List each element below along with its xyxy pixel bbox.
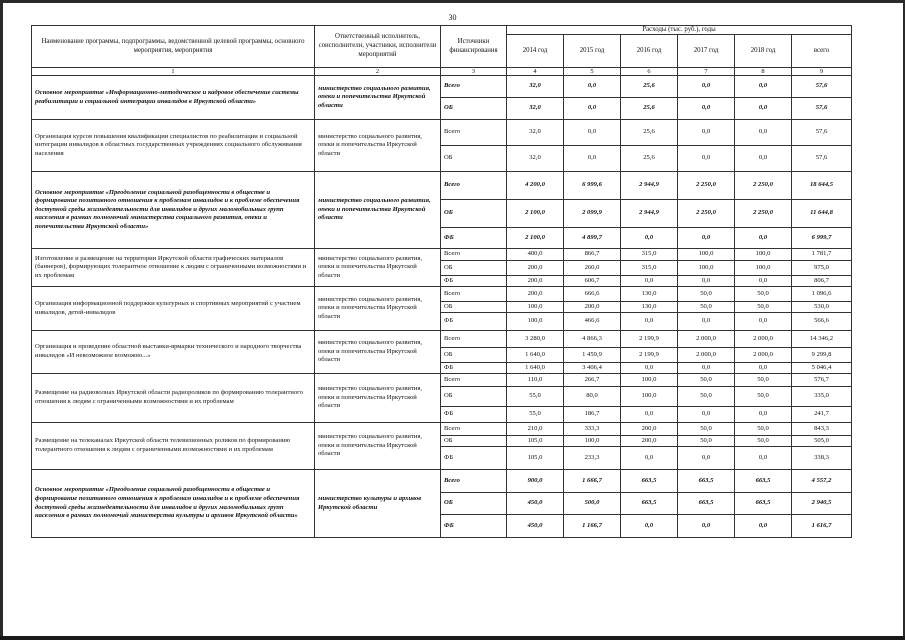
total-value: 1 781,7 (792, 249, 852, 261)
total-value: 975,0 (792, 261, 852, 276)
total-value: 566,6 (792, 313, 852, 331)
year-value: 6 999,6 (564, 172, 621, 200)
year-value: 2 000,0 (735, 331, 792, 348)
header-source: Источники финансирования (441, 26, 507, 68)
total-value: 9 299,8 (792, 348, 852, 363)
year-value: 50,0 (735, 423, 792, 436)
responsible-executor: министерство социального развития, опеки и попечительства Иркутской области (315, 374, 441, 423)
total-value: 6 999,7 (792, 228, 852, 249)
column-number: 6 (621, 68, 678, 76)
funding-source: ОБ (441, 348, 507, 363)
year-value: 0,0 (678, 447, 735, 470)
year-value: 50,0 (678, 374, 735, 387)
year-value: 110,0 (507, 374, 564, 387)
year-value: 900,0 (507, 470, 564, 493)
responsible-executor: министерство социального развития, опеки и попечительства Иркутской области (315, 249, 441, 287)
year-value: 50,0 (678, 302, 735, 313)
year-value: 0,0 (735, 120, 792, 146)
year-value: 100,0 (621, 374, 678, 387)
year-value: 1 459,9 (564, 348, 621, 363)
funding-source: ФБ (441, 276, 507, 287)
year-value: 130,0 (621, 302, 678, 313)
year-value: 0,0 (735, 146, 792, 172)
column-number: 1 (32, 68, 315, 76)
total-value: 4 557,2 (792, 470, 852, 493)
table-row (32, 374, 852, 387)
year-value: 0,0 (735, 447, 792, 470)
column-number: 8 (735, 68, 792, 76)
expenses-table (31, 25, 852, 538)
year-value: 100,0 (564, 436, 621, 447)
year-value: 0,0 (621, 407, 678, 423)
funding-source: Всего (441, 76, 507, 98)
total-value: 530,0 (792, 302, 852, 313)
column-number: 9 (792, 68, 852, 76)
year-value: 0,0 (621, 276, 678, 287)
year-value: 50,0 (678, 436, 735, 447)
year-value: 3 280,0 (507, 331, 564, 348)
year-value: 25,6 (621, 146, 678, 172)
total-value: 338,3 (792, 447, 852, 470)
funding-source: ФБ (441, 313, 507, 331)
header-year-2018: 2018 год (735, 35, 792, 68)
page-number: 30 (448, 13, 457, 22)
funding-source: ФБ (441, 515, 507, 538)
year-value: 4 899,7 (564, 228, 621, 249)
year-value: 2 250,0 (735, 200, 792, 228)
year-value: 100,0 (621, 387, 678, 407)
funding-source: ОБ (441, 387, 507, 407)
measure-name: Организация и проведение областной выставки-ярмарки технического и народного творчества инвалидов «И невозможное возможно...» (32, 331, 315, 374)
total-value: 5 046,4 (792, 363, 852, 374)
year-value: 2 100,0 (507, 228, 564, 249)
year-value: 0,0 (564, 146, 621, 172)
year-value: 25,6 (621, 76, 678, 98)
year-value: 2 000,0 (678, 348, 735, 363)
funding-source: Всего (441, 287, 507, 302)
funding-source: ОБ (441, 436, 507, 447)
year-value: 100,0 (735, 249, 792, 261)
measure-name: Размещение на телеканалах Иркутской области телевизионных роликов по формированию толерантного отношения к людям с ограниченными возможностями и их проблемам (32, 423, 315, 470)
year-value: 2 100,0 (507, 200, 564, 228)
scan-border-top (0, 0, 905, 3)
year-value: 2 000,0 (678, 331, 735, 348)
year-value: 100,0 (678, 261, 735, 276)
year-value: 50,0 (678, 287, 735, 302)
header-responsible: Ответственный исполнитель, соисполнители, участники, исполнители мероприятий (315, 26, 441, 68)
year-value: 0,0 (678, 98, 735, 120)
measure-name: Изготовление и размещение на территории Иркутской области графических материалов (баннеров), формирующих толерантное отношение к людям с ограниченными возможностями и их проблемам (32, 249, 315, 287)
funding-source: ФБ (441, 447, 507, 470)
year-value: 1 640,0 (507, 363, 564, 374)
year-value: 0,0 (621, 447, 678, 470)
year-value: 80,0 (564, 387, 621, 407)
year-value: 105,0 (507, 447, 564, 470)
year-value: 0,0 (564, 98, 621, 120)
year-value: 4 866,3 (564, 331, 621, 348)
funding-source: ОБ (441, 493, 507, 515)
year-value: 266,7 (564, 374, 621, 387)
year-value: 50,0 (735, 387, 792, 407)
table-row (32, 287, 852, 302)
year-value: 0,0 (678, 276, 735, 287)
year-value: 32,0 (507, 76, 564, 98)
funding-source: Всего (441, 120, 507, 146)
year-value: 50,0 (735, 302, 792, 313)
year-value: 866,7 (564, 249, 621, 261)
measure-name: Основное мероприятие «Информационно-методическое и кадровое обеспечение системы реабилитации и социальной интеграции инвалидов в Иркутской области» (32, 76, 315, 120)
year-value: 25,6 (621, 98, 678, 120)
year-value: 663,5 (735, 470, 792, 493)
header-year-2016: 2016 год (621, 35, 678, 68)
header-expenses: Расходы (тыс. руб.), годы (507, 26, 852, 35)
year-value: 0,0 (735, 228, 792, 249)
column-number: 2 (315, 68, 441, 76)
funding-source: Всего (441, 331, 507, 348)
total-value: 576,7 (792, 374, 852, 387)
year-value: 200,0 (621, 423, 678, 436)
total-value: 57,6 (792, 120, 852, 146)
year-value: 2 199,9 (621, 331, 678, 348)
funding-source: Всего (441, 423, 507, 436)
total-value: 57,6 (792, 98, 852, 120)
funding-source: ОБ (441, 200, 507, 228)
year-value: 450,0 (507, 515, 564, 538)
year-value: 466,6 (564, 313, 621, 331)
year-value: 0,0 (678, 228, 735, 249)
year-value: 315,0 (621, 249, 678, 261)
table-row (32, 331, 852, 348)
year-value: 663,5 (621, 493, 678, 515)
total-value: 2 940,5 (792, 493, 852, 515)
year-value: 500,0 (564, 493, 621, 515)
column-number: 5 (564, 68, 621, 76)
total-value: 1 096,6 (792, 287, 852, 302)
year-value: 2 944,9 (621, 172, 678, 200)
year-value: 2 199,9 (621, 348, 678, 363)
year-value: 50,0 (735, 436, 792, 447)
year-value: 663,5 (735, 493, 792, 515)
measure-name: Организация информационной поддержки культурных и спортивных мероприятий с участием инвалидов, детей-инвалидов (32, 287, 315, 331)
year-value: 663,5 (678, 493, 735, 515)
header-year-2017: 2017 год (678, 35, 735, 68)
year-value: 0,0 (735, 276, 792, 287)
year-value: 1 640,0 (507, 348, 564, 363)
year-value: 450,0 (507, 493, 564, 515)
year-value: 3 406,4 (564, 363, 621, 374)
header-total: всего (792, 35, 852, 68)
year-value: 606,7 (564, 276, 621, 287)
responsible-executor: министерство социального развития, опеки и попечительства Иркутской области (315, 172, 441, 249)
total-value: 18 644,5 (792, 172, 852, 200)
table-row (32, 249, 852, 261)
total-value: 1 616,7 (792, 515, 852, 538)
funding-source: Всего (441, 470, 507, 493)
year-value: 666,6 (564, 287, 621, 302)
year-value: 100,0 (507, 302, 564, 313)
year-value: 100,0 (507, 313, 564, 331)
year-value: 0,0 (735, 363, 792, 374)
funding-source: ОБ (441, 98, 507, 120)
total-value: 505,0 (792, 436, 852, 447)
year-value: 1 666,7 (564, 470, 621, 493)
year-value: 0,0 (678, 515, 735, 538)
total-value: 806,7 (792, 276, 852, 287)
funding-source: Всего (441, 249, 507, 261)
year-value: 2 944,9 (621, 200, 678, 228)
total-value: 241,7 (792, 407, 852, 423)
year-value: 663,5 (678, 470, 735, 493)
measure-name: Организация курсов повышения квалификации специалистов по реабилитации и социальной интеграции инвалидов в областных государственных учреждениях социального обслуживания населения (32, 120, 315, 172)
year-value: 0,0 (678, 120, 735, 146)
funding-source: ФБ (441, 363, 507, 374)
table-row (32, 172, 852, 200)
responsible-executor: министерство социального развития, опеки и попечительства Иркутской области (315, 76, 441, 120)
funding-source: ОБ (441, 261, 507, 276)
year-value: 2 250,0 (678, 200, 735, 228)
column-number: 3 (441, 68, 507, 76)
year-value: 260,0 (564, 261, 621, 276)
header-row-1 (32, 26, 852, 35)
responsible-executor: министерство социального развития, опеки и попечительства Иркутской области (315, 331, 441, 374)
year-value: 200,0 (507, 287, 564, 302)
year-value: 333,3 (564, 423, 621, 436)
table-row (32, 76, 852, 98)
year-value: 663,5 (621, 470, 678, 493)
year-value: 0,0 (735, 407, 792, 423)
year-value: 100,0 (735, 261, 792, 276)
scan-border-left (0, 0, 3, 640)
year-value: 0,0 (564, 120, 621, 146)
year-value: 1 166,7 (564, 515, 621, 538)
header-name: Наименование программы, подпрограммы, ведомственной целевой программы, основного мероприятия, мероприятия (32, 26, 315, 68)
funding-source: ОБ (441, 302, 507, 313)
year-value: 2 099,9 (564, 200, 621, 228)
year-value: 210,0 (507, 423, 564, 436)
table-row (32, 423, 852, 436)
year-value: 0,0 (735, 313, 792, 331)
funding-source: Всего (441, 374, 507, 387)
year-value: 2 000,0 (735, 348, 792, 363)
year-value: 50,0 (735, 374, 792, 387)
total-value: 11 644,8 (792, 200, 852, 228)
measure-name: Основное мероприятие «Преодоление социальной разобщенности в обществе и формирование позитивного отношения к проблемам инвалидов и к проблеме обеспечения доступной среды жизнедеятельности для инвалидов и других маломобильных групп населения в рамках полномочий министерства культуры и архивов Иркутской области» (32, 470, 315, 538)
funding-source: ФБ (441, 407, 507, 423)
year-value: 25,6 (621, 120, 678, 146)
year-value: 32,0 (507, 98, 564, 120)
year-value: 100,0 (678, 249, 735, 261)
year-value: 0,0 (621, 515, 678, 538)
measure-name: Размещение на радиоволнах Иркутской области радиороликов по формированию толерантного отношения к людям с ограниченными возможностями и их проблемам (32, 374, 315, 423)
header-year-2015: 2015 год (564, 35, 621, 68)
responsible-executor: министерство социального развития, опеки и попечительства Иркутской области (315, 287, 441, 331)
table-row (32, 120, 852, 146)
year-value: 2 250,0 (678, 172, 735, 200)
year-value: 0,0 (735, 515, 792, 538)
year-value: 32,0 (507, 146, 564, 172)
funding-source: ОБ (441, 146, 507, 172)
year-value: 55,0 (507, 407, 564, 423)
year-value: 0,0 (678, 76, 735, 98)
year-value: 105,0 (507, 436, 564, 447)
measure-name: Основное мероприятие «Преодоление социальной разобщенности в обществе и формирование позитивного отношения к проблемам инвалидов и к проблеме обеспечения доступной среды жизнедеятельности для инвалидов и других маломобильных групп населения в рамках полномочий министерства социального развития, опеки и попечительства Иркутской области» (32, 172, 315, 249)
funding-source: Всего (441, 172, 507, 200)
year-value: 200,0 (564, 302, 621, 313)
year-value: 0,0 (735, 98, 792, 120)
responsible-executor: министерство социального развития, опеки и попечительства Иркутской области (315, 120, 441, 172)
header-year-2014: 2014 год (507, 35, 564, 68)
year-value: 200,0 (507, 276, 564, 287)
year-value: 186,7 (564, 407, 621, 423)
year-value: 0,0 (621, 313, 678, 331)
year-value: 55,0 (507, 387, 564, 407)
year-value: 400,0 (507, 249, 564, 261)
column-number: 4 (507, 68, 564, 76)
year-value: 0,0 (564, 76, 621, 98)
year-value: 0,0 (735, 76, 792, 98)
year-value: 0,0 (678, 313, 735, 331)
year-value: 130,0 (621, 287, 678, 302)
column-number: 7 (678, 68, 735, 76)
year-value: 50,0 (678, 423, 735, 436)
funding-source: ФБ (441, 228, 507, 249)
year-value: 233,3 (564, 447, 621, 470)
year-value: 4 200,0 (507, 172, 564, 200)
table-row (32, 470, 852, 493)
year-value: 0,0 (678, 363, 735, 374)
total-value: 57,6 (792, 76, 852, 98)
responsible-executor: министерство культуры и архивов Иркутской области (315, 470, 441, 538)
year-value: 200,0 (507, 261, 564, 276)
year-value: 0,0 (678, 146, 735, 172)
scan-border-bottom (0, 636, 905, 640)
year-value: 50,0 (735, 287, 792, 302)
year-value: 0,0 (621, 228, 678, 249)
year-value: 0,0 (678, 407, 735, 423)
total-value: 335,0 (792, 387, 852, 407)
year-value: 50,0 (678, 387, 735, 407)
total-value: 57,6 (792, 146, 852, 172)
total-value: 14 346,2 (792, 331, 852, 348)
column-numbers-row (32, 68, 852, 76)
year-value: 0,0 (621, 363, 678, 374)
year-value: 2 250,0 (735, 172, 792, 200)
year-value: 200,0 (621, 436, 678, 447)
responsible-executor: министерство социального развития, опеки и попечительства Иркутской области (315, 423, 441, 470)
total-value: 843,3 (792, 423, 852, 436)
year-value: 32,0 (507, 120, 564, 146)
year-value: 315,0 (621, 261, 678, 276)
